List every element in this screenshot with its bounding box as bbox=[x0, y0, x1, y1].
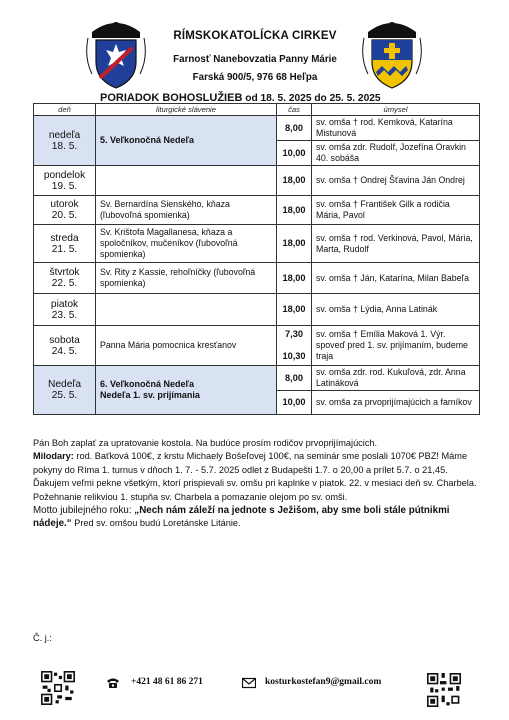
table-row bbox=[34, 116, 480, 141]
intention-cell: sv. omša † rod. Verkinová, Pavol, Mária, Marta, Rudolf bbox=[312, 225, 480, 263]
church-title: RÍMSKOKATOLÍCKA CIRKEV bbox=[173, 30, 337, 42]
intention-cell: sv. omša † Ján, Katarína, Milan Babeľa bbox=[312, 263, 480, 294]
motto-note bbox=[33, 504, 483, 531]
header-day: deň bbox=[34, 104, 96, 116]
time-cell: 18,00 bbox=[277, 263, 312, 294]
day-cell: Nedeľa 25. 5. bbox=[34, 366, 96, 415]
liturgy-cell: Sv. Krištofa Magallanesa, kňaza a spoločníkov, mučeníkov (ľubovoľná spomienka) bbox=[96, 225, 277, 263]
liturgy-cell: Sv. Rity z Kassie, rehoľníčky (ľubovoľná spomienka) bbox=[96, 263, 277, 294]
intention-cell: sv. omša † Ondrej Šťavina Ján Ondrej bbox=[312, 166, 480, 196]
header-time: čas bbox=[277, 104, 312, 116]
time-cell: 18,00 bbox=[277, 294, 312, 326]
day-cell: sobota 24. 5. bbox=[34, 326, 96, 366]
parish-address: Farská 900/5, 976 68 Heľpa bbox=[192, 72, 318, 83]
table-row bbox=[34, 294, 480, 326]
day-cell: štvrtok 22. 5. bbox=[34, 263, 96, 294]
intention-cell: sv. omša † Emília Maková 1. Výr. spoveď pred 1. sv. prijímaním, budeme traja bbox=[312, 326, 480, 366]
reference-number: Č. j.: bbox=[33, 633, 52, 643]
liturgy-cell: 6. Veľkonočná Nedeľa Nedeľa 1. sv. prijímania bbox=[96, 366, 277, 415]
liturgy-cell: Panna Mária pomocnica kresťanov bbox=[96, 326, 277, 366]
liturgy-cell bbox=[96, 294, 277, 326]
day-cell: piatok 23. 5. bbox=[34, 294, 96, 326]
header-intention: úmysel bbox=[312, 104, 480, 116]
intention-cell: sv. omša † František Gilk a rodičia Mária, Pavol bbox=[312, 196, 480, 225]
donations-text: rod. Baťková 100€, z krstu Michaely Bošeľovej 100€, na seminár sme poslali 1070€ PBZ! Máme pokyny do Ríma 1. turnus v dňoch 1. 7. - 5.7. 2025 odlet z Budapešti 1.7. o 20,00 a prílet 5.7. o 21,45. Ďakujem veľmi pekne všetkým, ktorí prispievali sv. omšu pri kaplnke v piatok. 22. v mesiaci deň sv. Charbela. Požehnanie relikviou 1. stupňa sv. Charbela a pomazanie olejom po sv. omši. bbox=[33, 451, 477, 502]
schedule-heading: PORIADOK BOHOSLUŽIEB bbox=[100, 92, 243, 104]
page-header bbox=[0, 0, 509, 92]
time-cell: 8,00 bbox=[277, 116, 312, 141]
qr-code-icon bbox=[427, 673, 461, 707]
schedule-range: od 18. 5. 2025 do 25. 5. 2025 bbox=[242, 93, 381, 104]
phone-icon bbox=[106, 677, 120, 689]
page-footer bbox=[0, 665, 509, 720]
parish-crest-left bbox=[86, 18, 146, 90]
email-icon bbox=[242, 677, 256, 689]
motto-after: Pred sv. omšou budú Loretánske Litánie. bbox=[71, 518, 241, 529]
phone-number: +421 48 61 86 271 bbox=[131, 677, 203, 687]
table-row bbox=[34, 326, 480, 366]
table-row bbox=[34, 366, 480, 391]
announcements bbox=[33, 437, 483, 531]
header-liturgy: liturgické slávenie bbox=[96, 104, 277, 116]
intention-cell: sv. omša † rod. Kemková, Katarína Mistunová bbox=[312, 116, 480, 141]
thanks-note: Pán Boh zaplať za upratovanie kostola. Na budúce prosím rodičov prvoprijímajúcich. bbox=[33, 438, 378, 448]
motto-text: „Nech nám záleží na jednote s Ježišom, aby sme boli stále pútnikmi nádeje.“ bbox=[33, 505, 450, 530]
time-cell: 7,30 10,30 bbox=[277, 326, 312, 366]
table-header-row bbox=[34, 104, 480, 116]
parish-name: Farnosť Nanebovzatia Panny Márie bbox=[173, 54, 337, 65]
day-cell: streda 21. 5. bbox=[34, 225, 96, 263]
liturgy-cell bbox=[96, 166, 277, 196]
table-row bbox=[34, 263, 480, 294]
parish-crest-right bbox=[362, 18, 422, 90]
day-cell: utorok 20. 5. bbox=[34, 196, 96, 225]
donations-note bbox=[33, 450, 483, 504]
email-address: kosturkostefan9@gmail.com bbox=[265, 677, 382, 687]
intention-cell: sv. omša zdr. rod. Kukuľová, zdr. Anna Latináková bbox=[312, 366, 480, 391]
qr-code-icon bbox=[41, 671, 75, 705]
intention-cell: sv. omša † Lýdia, Anna Latinák bbox=[312, 294, 480, 326]
liturgy-cell: 5. Veľkonočná Nedeľa bbox=[96, 116, 277, 166]
time-cell: 18,00 bbox=[277, 196, 312, 225]
time-cell: 10,00 bbox=[277, 391, 312, 415]
intention-cell: sv. omša zdr. Rudolf, Jozefína Oravkin 40. sobáša bbox=[312, 141, 480, 166]
liturgy-cell: Sv. Bernardína Sienského, kňaza (ľubovoľná spomienka) bbox=[96, 196, 277, 225]
time-cell: 18,00 bbox=[277, 225, 312, 263]
time-cell: 10,00 bbox=[277, 141, 312, 166]
donations-label: Milodary: bbox=[33, 451, 74, 462]
table-row bbox=[34, 196, 480, 225]
mass-schedule-table bbox=[33, 103, 480, 415]
time-cell: 8,00 bbox=[277, 366, 312, 391]
table-row bbox=[34, 166, 480, 196]
intention-cell: sv. omša za prvoprijímajúcich a farníkov bbox=[312, 391, 480, 415]
time-cell: 18,00 bbox=[277, 166, 312, 196]
table-row bbox=[34, 225, 480, 263]
motto-label: Motto jubilejného roku: bbox=[33, 505, 135, 517]
day-cell: nedeľa 18. 5. bbox=[34, 116, 96, 166]
day-cell: pondelok 19. 5. bbox=[34, 166, 96, 196]
